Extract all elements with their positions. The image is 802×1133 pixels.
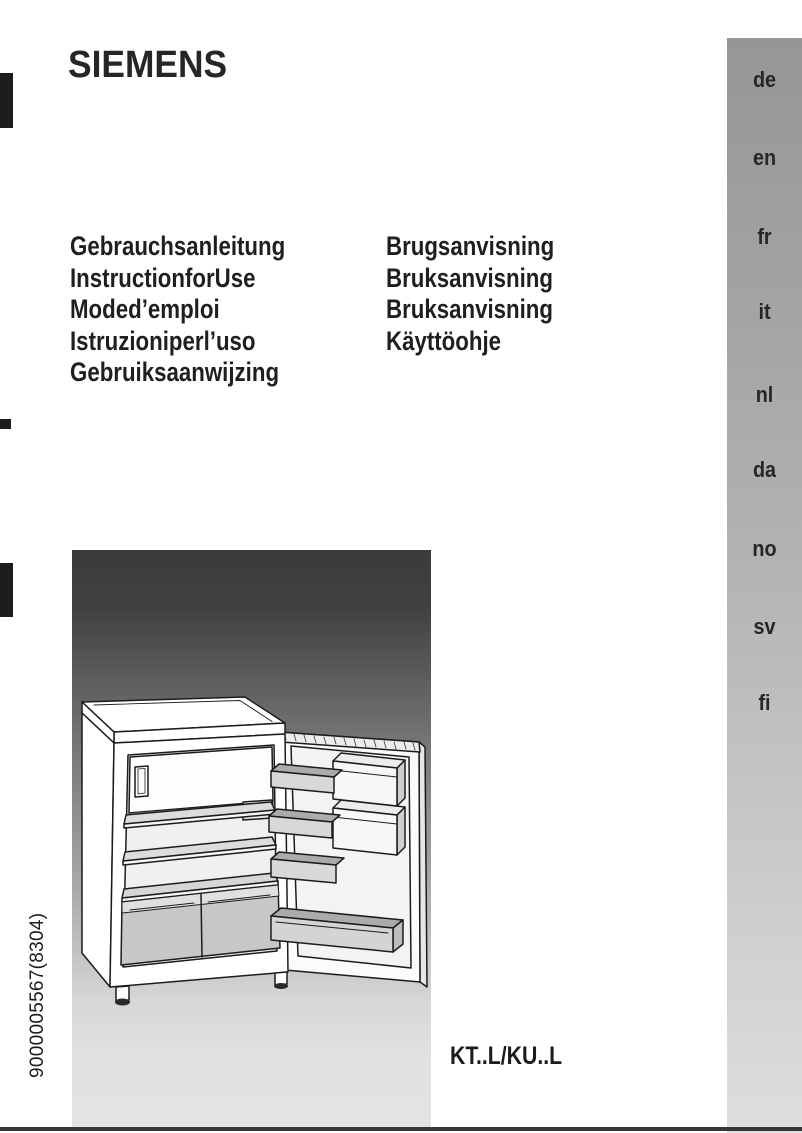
lang-tab-fr: fr xyxy=(757,224,772,249)
print-mark-bar-3 xyxy=(0,563,13,617)
title-line: Brugsanvisning xyxy=(386,231,555,261)
title-line: InstructionforUse xyxy=(70,262,256,293)
lang-tab-da: da xyxy=(752,457,777,482)
title-line: Gebruiksaanwijzing xyxy=(70,357,280,387)
page-bottom-edge xyxy=(0,1127,802,1131)
titles-left-column xyxy=(70,231,326,389)
lang-tab-fi: fi xyxy=(758,690,771,715)
title-line: Käyttöohje xyxy=(386,325,502,356)
language-index-sidebar xyxy=(727,38,802,1133)
title-line: Gebrauchsanleitung xyxy=(70,231,286,261)
lang-tab-en: en xyxy=(752,145,777,170)
lang-tab-sv: sv xyxy=(753,614,776,639)
print-mark-bar-2 xyxy=(0,419,11,429)
figure-panel xyxy=(72,550,431,1128)
title-line: Bruksanvisning xyxy=(386,294,554,324)
lang-tab-it: it xyxy=(758,299,771,324)
lang-tab-nl: nl xyxy=(755,382,774,407)
title-line: Bruksanvisning xyxy=(386,262,554,293)
part-number: 9000005567(8304) xyxy=(27,912,48,1078)
title-line: Moded’emploi xyxy=(70,294,220,324)
model-code: KT..L/KU..L xyxy=(450,1042,563,1070)
brand-logo: SIEMENS xyxy=(68,44,228,86)
lang-tab-de: de xyxy=(752,67,777,92)
print-mark-bar-1 xyxy=(0,73,13,128)
refrigerator-illustration xyxy=(72,550,431,1128)
lang-tab-no: no xyxy=(752,536,777,561)
titles-right-column xyxy=(386,231,586,357)
title-line: Istruzioniperl’uso xyxy=(70,325,256,356)
